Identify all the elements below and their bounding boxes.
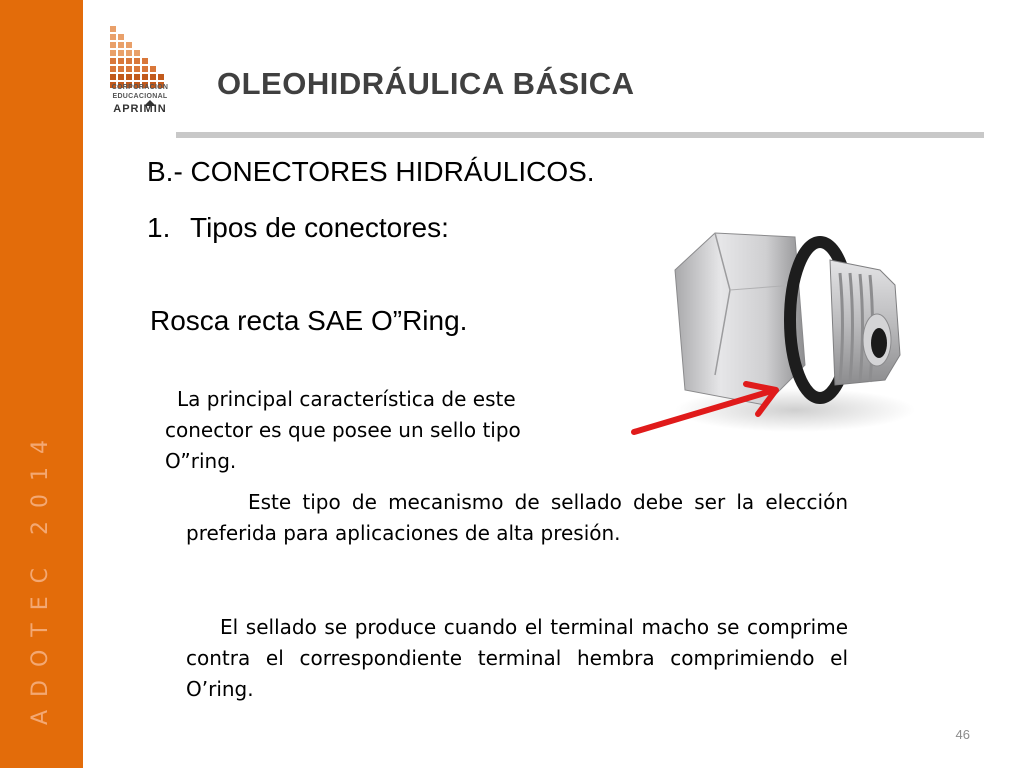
paragraph-line: O”ring. [165,449,237,473]
sidebar-vertical-label: ADOTEC 2014 [28,427,53,725]
subsection-heading [147,212,449,244]
logo-line-2: EDUCACIONAL [112,93,168,100]
paragraph-sealing: El sellado se produce cuando el terminal macho se comprime contra el correspondiente terminal hembra comprimiendo el O’ring. [186,615,848,701]
sidebar-vertical-label-wrap [0,0,83,768]
subsection-number: 1. [147,212,171,243]
page-number: 46 [955,727,970,742]
paragraph-line: conector es que posee un sello tipo [165,418,521,442]
connector-type-title: Rosca recta SAE O”Ring. [150,305,468,336]
logo-line-3: APRIMIN [113,103,167,115]
paragraph-line: La principal característica de este [177,387,516,411]
slide-title: OLEOHIDRÁULICA BÁSICA [217,66,635,101]
paragraph-high-pressure: Este tipo de mecanismo de sellado debe ser la elección preferida para aplicaciones de alta presión. [186,490,848,545]
subsection-label: Tipos de conectores: [190,212,449,243]
pointer-arrow [628,378,788,440]
section-heading: B.- CONECTORES HIDRÁULICOS. [147,156,595,187]
paragraph-characteristic [165,384,635,477]
title-divider [176,132,984,138]
logo-line-1: CORPORACION [111,84,169,91]
